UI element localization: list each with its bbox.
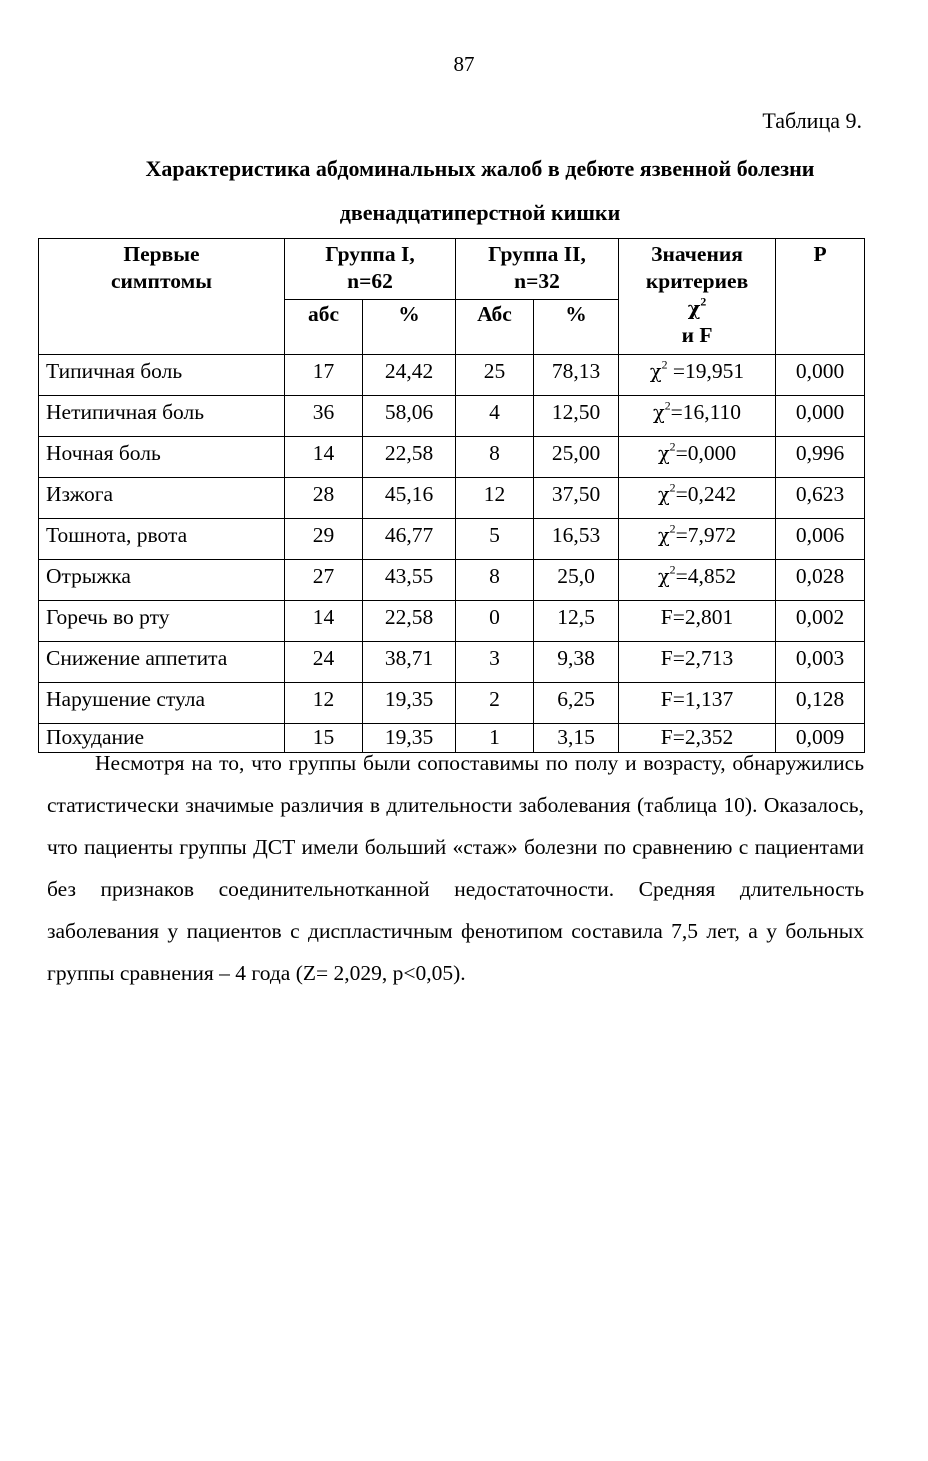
cell-g1-pct: 24,42 xyxy=(363,355,456,396)
criteria-value: =16,110 xyxy=(670,400,742,424)
cell-criteria xyxy=(619,437,776,478)
criteria-value: F=2,801 xyxy=(660,605,734,629)
cell-p: 0,128 xyxy=(776,683,865,724)
header-group-1-line1: Группа I, xyxy=(325,242,415,266)
header-g1-abs: абс xyxy=(285,300,363,355)
cell-criteria xyxy=(619,396,776,437)
cell-g1-abs: 29 xyxy=(285,519,363,560)
cell-g2-pct: 12,5 xyxy=(534,601,619,642)
cell-g1-abs: 15 xyxy=(285,724,363,753)
cell-g1-pct: 22,58 xyxy=(363,437,456,478)
header-row-main xyxy=(39,239,865,300)
chi-exponent: 2 xyxy=(664,398,671,413)
cell-g1-pct: 58,06 xyxy=(363,396,456,437)
cell-symptom: Отрыжка xyxy=(39,560,285,601)
cell-criteria xyxy=(619,519,776,560)
cell-criteria xyxy=(619,683,776,724)
cell-symptom: Похудание xyxy=(39,724,285,753)
header-criteria-line4: и F xyxy=(681,323,713,347)
cell-g2-pct: 37,50 xyxy=(534,478,619,519)
header-criteria xyxy=(619,239,776,355)
cell-p: 0,000 xyxy=(776,355,865,396)
table-row xyxy=(39,437,865,478)
table-row xyxy=(39,355,865,396)
cell-symptom: Снижение аппетита xyxy=(39,642,285,683)
header-criteria-line2: критериев xyxy=(645,269,749,293)
chi-exponent: 2 xyxy=(669,480,676,495)
criteria-value: F=1,137 xyxy=(660,687,734,711)
header-group-2 xyxy=(456,239,619,300)
cell-g2-abs: 0 xyxy=(456,601,534,642)
body-paragraph: Несмотря на то, что группы были сопоставимы по полу и возрасту, обнаружились статистически значимые различия в длительности заболевания (таблица 10). Оказалось, что пациенты группы ДСТ имели больший «стаж» болезни по сравнению с пациентами без признаков соединительнотканной недостаточности. Средняя длительность заболевания у пациентов с диспластичным фенотипом составила 7,5 лет, а у больных группы сравнения – 4 года (Z= 2,029, p<0,05). xyxy=(47,751,864,985)
table-row xyxy=(39,683,865,724)
chi-symbol: χ xyxy=(649,360,662,383)
table-row xyxy=(39,601,865,642)
table-row xyxy=(39,560,865,601)
cell-g2-pct: 12,50 xyxy=(534,396,619,437)
page-number: 87 xyxy=(453,52,475,76)
chi-symbol: χ xyxy=(657,483,670,506)
cell-p: 0,003 xyxy=(776,642,865,683)
cell-g2-abs: 3 xyxy=(456,642,534,683)
cell-g2-abs: 25 xyxy=(456,355,534,396)
cell-criteria xyxy=(619,355,776,396)
header-p: P xyxy=(776,239,865,355)
cell-symptom: Ночная боль xyxy=(39,437,285,478)
table-caption: Таблица 9. xyxy=(762,108,862,133)
criteria-value: =0,000 xyxy=(675,441,737,465)
cell-g1-abs: 28 xyxy=(285,478,363,519)
cell-g1-pct: 19,35 xyxy=(363,724,456,753)
cell-g2-abs: 8 xyxy=(456,437,534,478)
cell-g2-pct: 16,53 xyxy=(534,519,619,560)
cell-g1-abs: 17 xyxy=(285,355,363,396)
cell-g2-pct: 9,38 xyxy=(534,642,619,683)
table-title xyxy=(60,147,900,235)
criteria-value: =19,951 xyxy=(667,359,745,383)
table-row xyxy=(39,642,865,683)
header-g2-pct: % xyxy=(534,300,619,355)
cell-g2-pct: 6,25 xyxy=(534,683,619,724)
cell-g1-pct: 38,71 xyxy=(363,642,456,683)
cell-p: 0,009 xyxy=(776,724,865,753)
symptoms-table xyxy=(38,238,865,753)
cell-g1-abs: 36 xyxy=(285,396,363,437)
table-row xyxy=(39,519,865,560)
cell-g1-pct: 45,16 xyxy=(363,478,456,519)
chi-symbol: χ xyxy=(652,401,665,424)
cell-symptom: Горечь во рту xyxy=(39,601,285,642)
chi-exponent: 2 xyxy=(661,357,668,372)
header-group-1-line2: n=62 xyxy=(347,269,393,293)
cell-criteria xyxy=(619,642,776,683)
header-symptoms-line2: симптомы xyxy=(110,269,212,293)
cell-p: 0,623 xyxy=(776,478,865,519)
cell-symptom: Тошнота, рвота xyxy=(39,519,285,560)
header-symptoms-line1: Первые xyxy=(123,242,200,266)
cell-g2-abs: 4 xyxy=(456,396,534,437)
cell-g1-pct: 43,55 xyxy=(363,560,456,601)
cell-g2-abs: 12 xyxy=(456,478,534,519)
table-title-line-2: двенадцатиперстной кишки xyxy=(339,200,621,225)
cell-g1-abs: 24 xyxy=(285,642,363,683)
table-row xyxy=(39,396,865,437)
cell-g1-abs: 12 xyxy=(285,683,363,724)
cell-p: 0,996 xyxy=(776,437,865,478)
cell-g1-pct: 46,77 xyxy=(363,519,456,560)
cell-g1-abs: 14 xyxy=(285,437,363,478)
cell-g1-abs: 14 xyxy=(285,601,363,642)
table-row xyxy=(39,478,865,519)
cell-criteria xyxy=(619,560,776,601)
table-title-line-1: Характеристика абдоминальных жалоб в дебюте язвенной болезни xyxy=(145,156,815,181)
chi-symbol: χ xyxy=(657,524,670,547)
chi-exponent: 2 xyxy=(700,294,707,309)
cell-g2-abs: 8 xyxy=(456,560,534,601)
cell-g2-pct: 25,0 xyxy=(534,560,619,601)
cell-criteria xyxy=(619,601,776,642)
cell-g2-abs: 2 xyxy=(456,683,534,724)
header-g2-abs: Абс xyxy=(456,300,534,355)
chi-exponent: 2 xyxy=(669,521,676,536)
cell-g2-pct: 78,13 xyxy=(534,355,619,396)
chi-symbol: χ xyxy=(687,297,701,320)
cell-criteria xyxy=(619,478,776,519)
cell-symptom: Нарушение стула xyxy=(39,683,285,724)
header-group-2-line2: n=32 xyxy=(514,269,560,293)
criteria-value: F=2,352 xyxy=(660,725,734,749)
cell-g2-abs: 5 xyxy=(456,519,534,560)
cell-g2-pct: 3,15 xyxy=(534,724,619,753)
cell-symptom: Типичная боль xyxy=(39,355,285,396)
header-symptoms xyxy=(39,239,285,355)
cell-g2-pct: 25,00 xyxy=(534,437,619,478)
cell-g1-pct: 22,58 xyxy=(363,601,456,642)
header-group-1 xyxy=(285,239,456,300)
header-criteria-chi xyxy=(619,295,775,322)
cell-p: 0,006 xyxy=(776,519,865,560)
criteria-value: =4,852 xyxy=(675,564,737,588)
header-group-2-line1: Группа II, xyxy=(488,242,586,266)
cell-symptom: Изжога xyxy=(39,478,285,519)
table-body xyxy=(39,355,865,753)
cell-p: 0,028 xyxy=(776,560,865,601)
cell-p: 0,000 xyxy=(776,396,865,437)
chi-symbol: χ xyxy=(657,565,670,588)
chi-exponent: 2 xyxy=(669,439,676,454)
header-criteria-line1: Значения xyxy=(651,242,743,266)
cell-symptom: Нетипичная боль xyxy=(39,396,285,437)
criteria-value: =0,242 xyxy=(675,482,737,506)
cell-g1-abs: 27 xyxy=(285,560,363,601)
header-g1-pct: % xyxy=(363,300,456,355)
criteria-value: F=2,713 xyxy=(660,646,734,670)
cell-p: 0,002 xyxy=(776,601,865,642)
chi-exponent: 2 xyxy=(669,562,676,577)
criteria-value: =7,972 xyxy=(675,523,737,547)
cell-g1-pct: 19,35 xyxy=(363,683,456,724)
chi-symbol: χ xyxy=(657,442,670,465)
cell-g2-abs: 1 xyxy=(456,724,534,753)
